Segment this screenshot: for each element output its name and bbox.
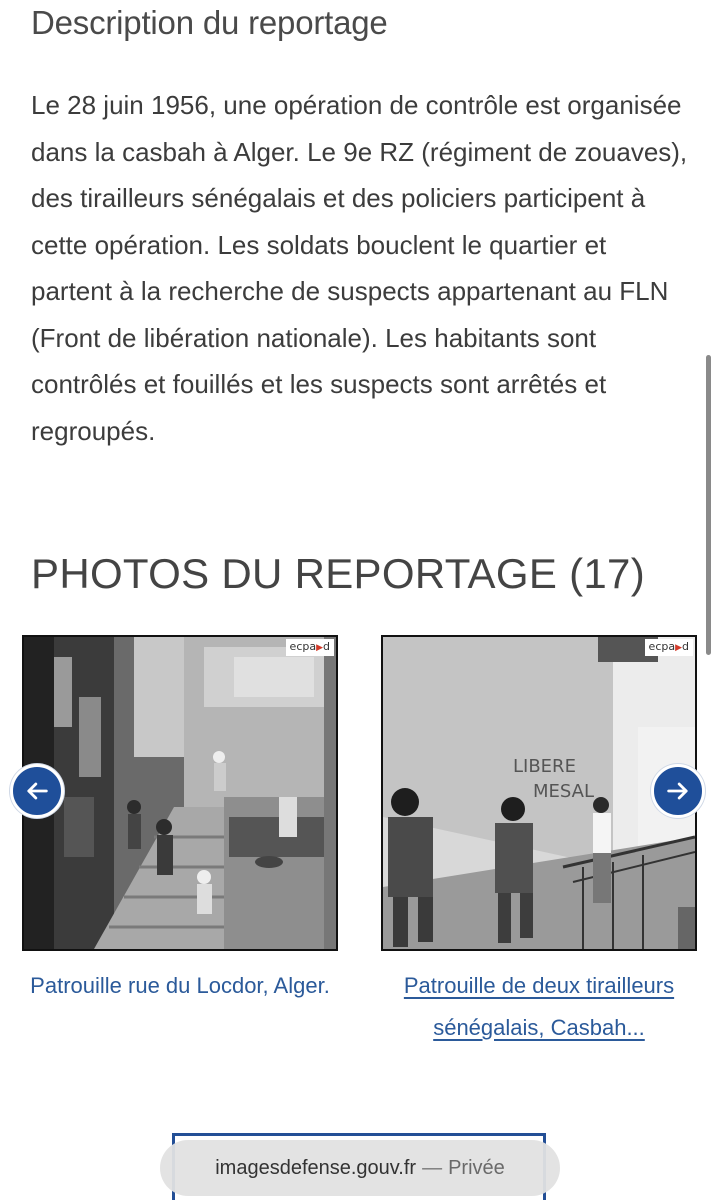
photo-two-soldiers [383, 637, 695, 949]
private-mode-label: Privée [448, 1156, 505, 1179]
arrow-left-icon [23, 777, 51, 805]
description-title: Description du reportage [31, 4, 388, 41]
browser-url: imagesdefense.gouv.fr [215, 1156, 417, 1179]
ecpad-watermark-2: ecpa▶d [645, 639, 693, 656]
scrollbar[interactable] [706, 355, 711, 655]
arrow-right-icon [664, 777, 692, 805]
carousel-next-button[interactable] [651, 764, 705, 818]
svg-text:LIBERE: LIBERE [513, 756, 576, 777]
photo-image-2[interactable] [381, 635, 697, 951]
svg-text:MESAL: MESAL [533, 781, 595, 802]
photos-heading: PHOTOS DU REPORTAGE (17) [31, 550, 645, 597]
photo-card-2[interactable] [381, 635, 697, 1049]
photo-card-1[interactable] [22, 635, 338, 1007]
photo-caption-1[interactable]: Patrouille rue du Locdor, Alger. [30, 973, 330, 998]
photo-street-stairs [24, 637, 336, 949]
browser-address-pill[interactable] [160, 1140, 560, 1196]
ecpad-watermark-1: ecpa▶d [286, 639, 334, 656]
photo-caption-2[interactable]: Patrouille de deux tirailleurs sénégalais, Casbah... [403, 973, 675, 1040]
browser-separator: — [422, 1156, 443, 1179]
description-text: Le 28 juin 1956, une opération de contrôle est organisée dans la casbah à Alger. Le 9e RZ (régiment de zouaves), des tirailleurs sénégalais et des policiers participent à cette opération. Les soldats bouclent le quartier et partent à la recherche de suspects appartenant au FLN (Front de libération nationale). Les habitants sont contrôlés et fouillés et les suspects sont arrêtés et regroupés. [31, 90, 688, 446]
photo-image-1[interactable] [22, 635, 338, 951]
carousel-prev-button[interactable] [10, 764, 64, 818]
